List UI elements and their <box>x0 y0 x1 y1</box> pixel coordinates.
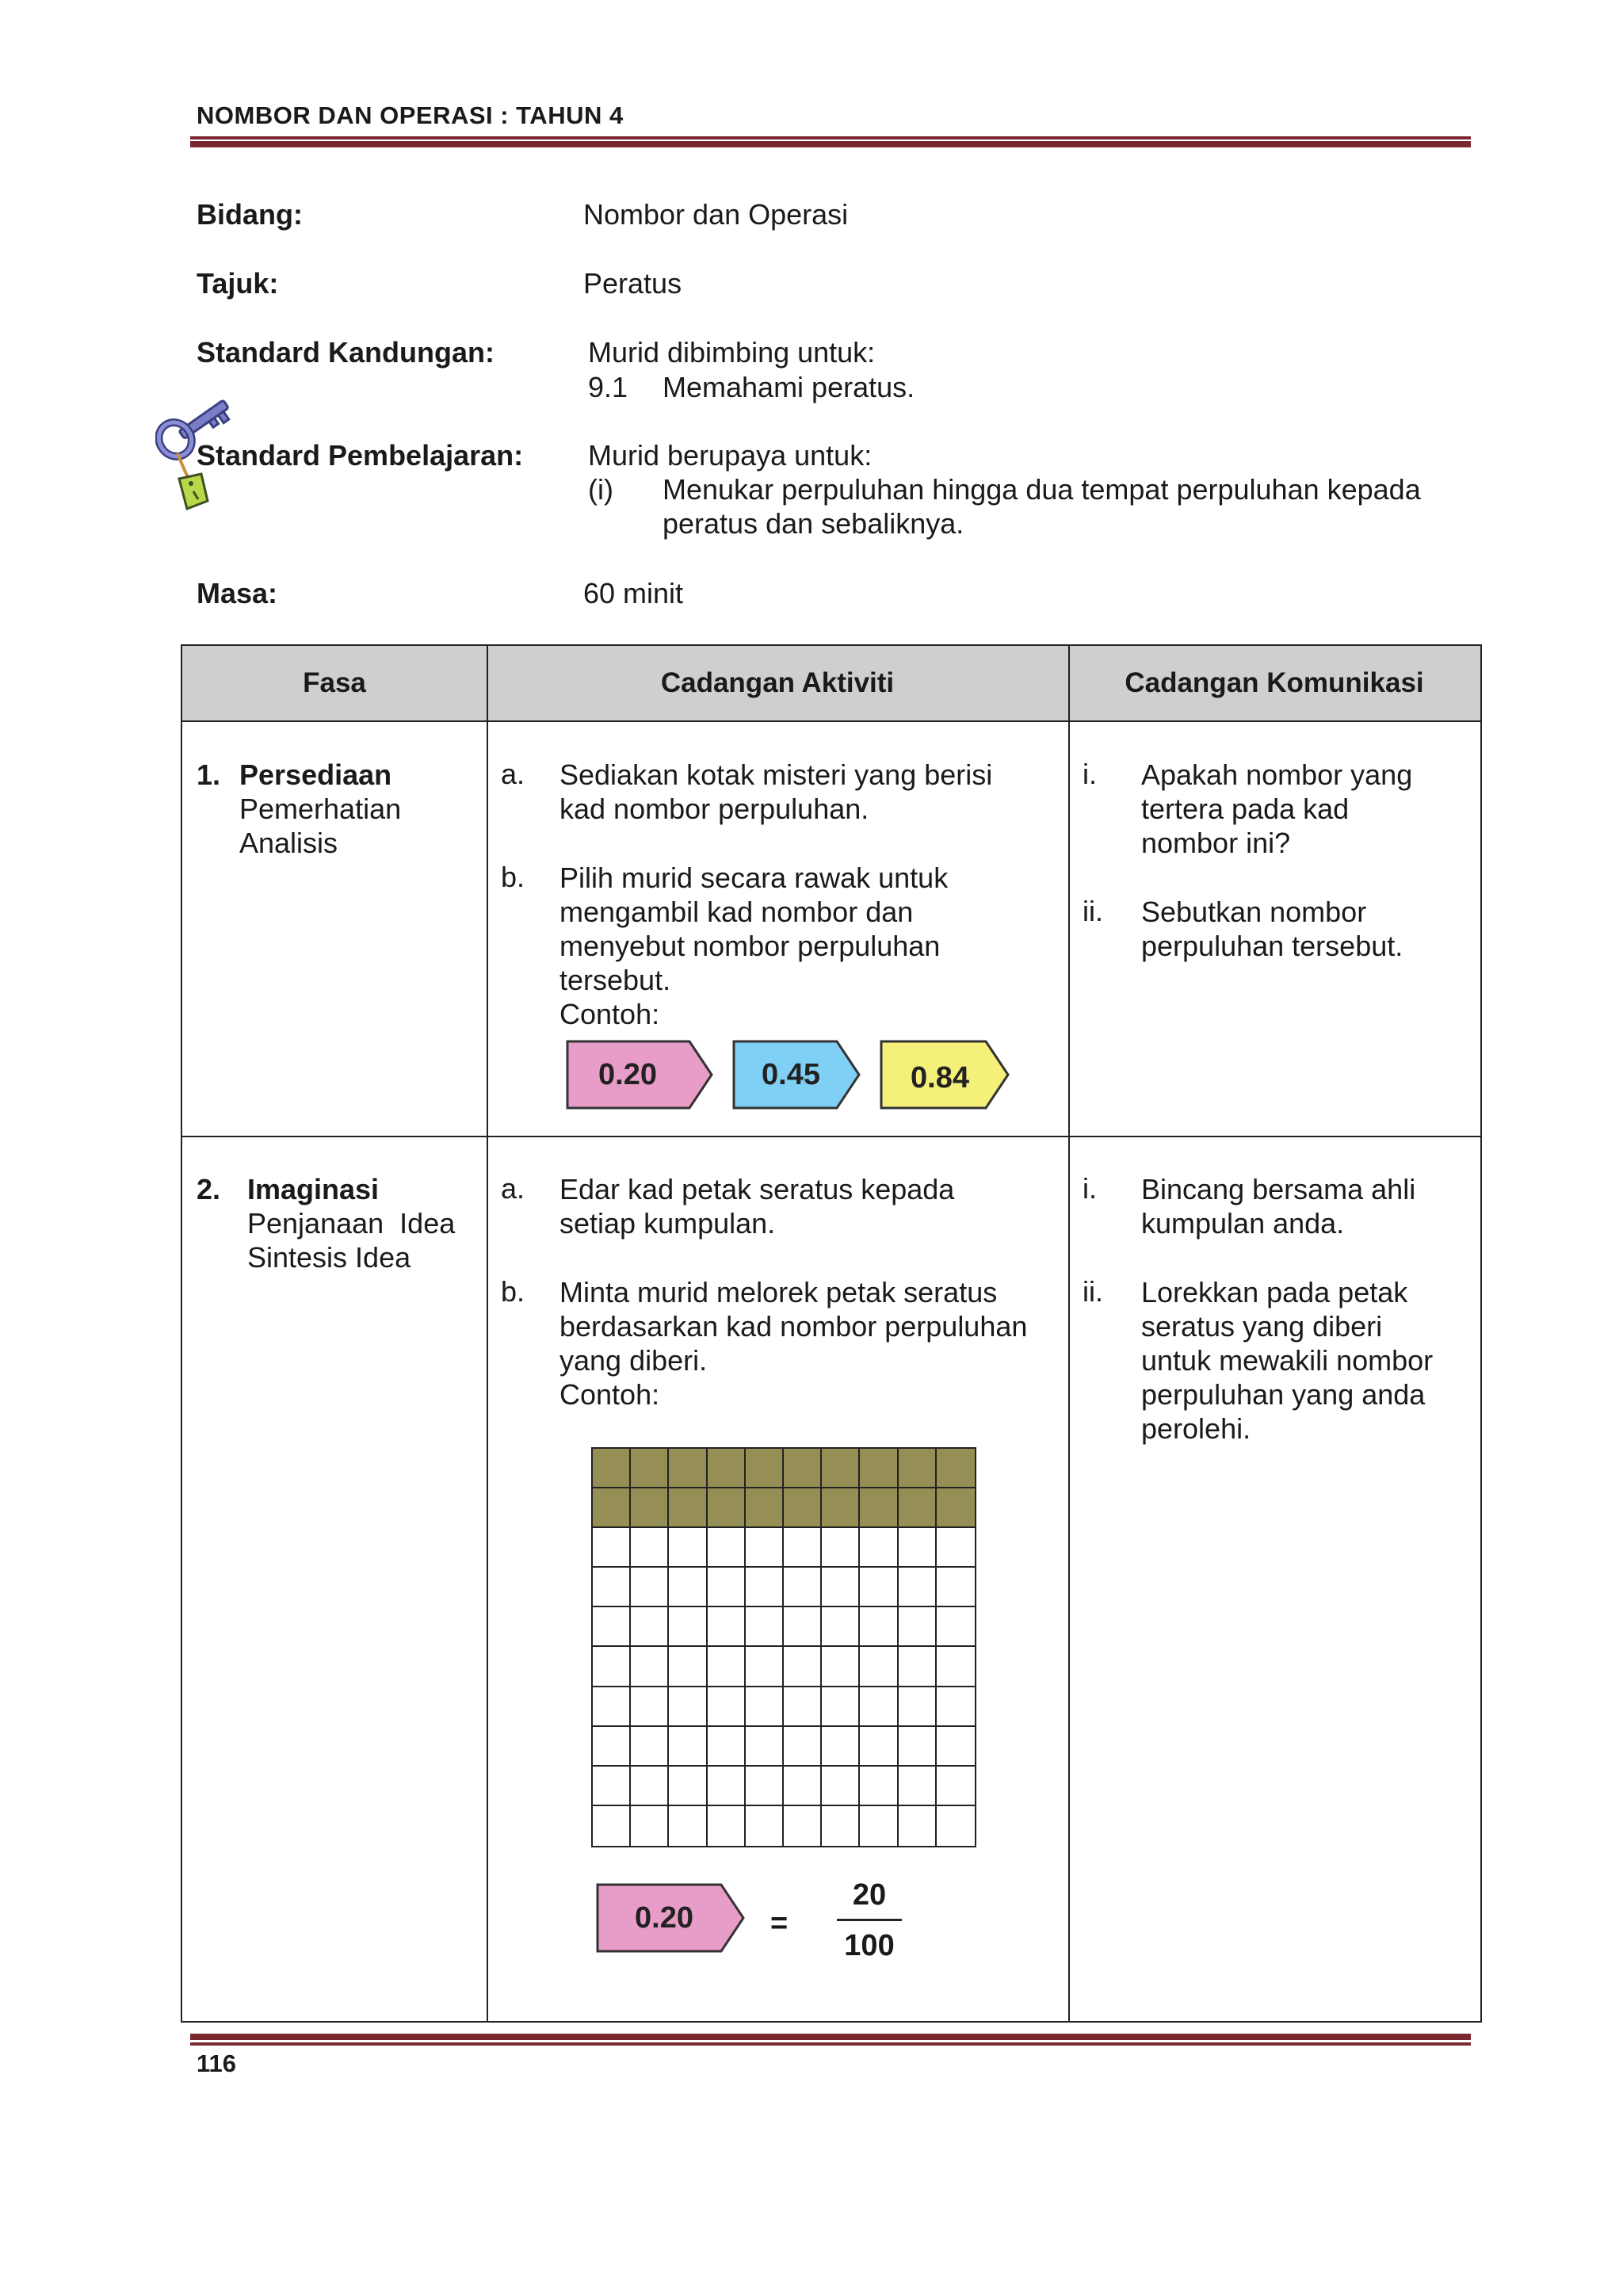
grid-cell <box>860 1607 898 1647</box>
grid-cell <box>899 1607 937 1647</box>
grid-cell <box>899 1528 937 1568</box>
act1-a-marker: a. <box>501 758 525 790</box>
grid-cell <box>593 1607 631 1647</box>
grid-cell <box>708 1806 746 1846</box>
grid-cell <box>937 1687 975 1727</box>
act1-a-line: kad nombor perpuluhan. <box>559 793 869 825</box>
header-fasa: Fasa <box>303 667 366 698</box>
grid-cell <box>860 1767 898 1806</box>
standard-pembelajaran-label: Standard Pembelajaran: <box>197 439 524 472</box>
footer-rule-thin <box>190 2042 1471 2046</box>
bidang-value: Nombor dan Operasi <box>583 198 849 231</box>
grid-cell <box>593 1727 631 1767</box>
header-rule-thin <box>190 136 1471 139</box>
grid-cell <box>593 1806 631 1846</box>
fasa1-sub2: Analisis <box>239 827 338 859</box>
grid-cell <box>899 1767 937 1806</box>
grid-cell <box>822 1528 860 1568</box>
grid-cell <box>784 1528 822 1568</box>
act2-b-line: berdasarkan kad nombor perpuluhan <box>559 1310 1028 1343</box>
kom2-i-line: kumpulan anda. <box>1141 1207 1345 1240</box>
header-cadangan-komunikasi: Cadangan Komunikasi <box>1125 667 1424 698</box>
grid-cell <box>631 1568 669 1607</box>
grid-cell <box>746 1568 784 1607</box>
grid-cell <box>937 1528 975 1568</box>
act2-a-line: Edar kad petak seratus kepada <box>559 1173 955 1205</box>
kom1-i-line: Apakah nombor yang <box>1141 758 1413 791</box>
grid-cell <box>899 1687 937 1727</box>
decimal-card <box>880 1040 1010 1110</box>
kom1-ii-marker: ii. <box>1083 895 1103 927</box>
act1-b-line: tersebut. <box>559 964 671 996</box>
act2-b-marker: b. <box>501 1275 525 1308</box>
masa-value: 60 minit <box>583 577 684 609</box>
kom1-i-line: tertera pada kad <box>1141 793 1350 825</box>
grid-cell-shaded <box>669 1488 707 1528</box>
act2-b-line: Minta murid melorek petak seratus <box>559 1276 998 1308</box>
grid-cell <box>631 1767 669 1806</box>
table-divider <box>487 646 488 2021</box>
act2-b-line: yang diberi. <box>559 1344 708 1377</box>
grid-cell <box>860 1647 898 1687</box>
grid-cell <box>784 1607 822 1647</box>
grid-cell <box>708 1767 746 1806</box>
grid-cell <box>746 1647 784 1687</box>
decimal-card <box>566 1040 713 1110</box>
tajuk-label: Tajuk: <box>197 267 279 300</box>
grid-cell-shaded <box>746 1449 784 1488</box>
grid-cell <box>746 1607 784 1647</box>
grid-cell <box>860 1687 898 1727</box>
grid-cell <box>746 1806 784 1846</box>
fraction-numerator: 20 <box>837 1878 902 1921</box>
grid-cell-shaded <box>708 1488 746 1528</box>
act1-b-line: Pilih murid secara rawak untuk <box>559 861 949 894</box>
standard-pembelajaran-line1: Murid berupaya untuk: <box>588 439 873 472</box>
grid-cell <box>937 1647 975 1687</box>
kom2-ii-line: Lorekkan pada petak <box>1141 1276 1408 1308</box>
fraction <box>837 1878 902 1963</box>
kom1-i-marker: i. <box>1083 758 1097 790</box>
kom2-ii-line: perpuluhan yang anda <box>1141 1378 1426 1411</box>
grid-cell <box>784 1767 822 1806</box>
standard-kandungan-line2: Memahami peratus. <box>663 371 915 403</box>
grid-cell <box>669 1687 707 1727</box>
grid-cell <box>593 1767 631 1806</box>
standard-pembelajaran-item-line1: Menukar perpuluhan hingga dua tempat perpuluhan kepada <box>663 473 1421 506</box>
grid-cell-shaded <box>631 1449 669 1488</box>
grid-cell <box>784 1727 822 1767</box>
fasa2-number: 2. <box>197 1173 221 1205</box>
grid-cell-shaded <box>784 1449 822 1488</box>
grid-cell-shaded <box>631 1488 669 1528</box>
kom1-ii-line: perpuluhan tersebut. <box>1141 930 1403 962</box>
grid-cell <box>746 1528 784 1568</box>
kom2-ii-line: seratus yang diberi <box>1141 1310 1383 1343</box>
grid-cell <box>669 1647 707 1687</box>
standard-kandungan-code: 9.1 <box>588 371 628 403</box>
bidang-label: Bidang: <box>197 198 303 231</box>
grid-cell <box>937 1767 975 1806</box>
grid-cell <box>860 1528 898 1568</box>
grid-cell <box>822 1767 860 1806</box>
table-row-divider <box>182 1136 1480 1137</box>
grid-cell <box>784 1568 822 1607</box>
table-divider <box>1068 646 1070 2021</box>
kom2-i-line: Bincang bersama ahli <box>1141 1173 1416 1205</box>
grid-cell <box>860 1806 898 1846</box>
grid-cell-shaded <box>899 1449 937 1488</box>
standard-kandungan-label: Standard Kandungan: <box>197 336 495 369</box>
kom2-ii-marker: ii. <box>1083 1275 1103 1308</box>
grid-cell <box>860 1568 898 1607</box>
grid-cell <box>937 1607 975 1647</box>
grid-cell-shaded <box>822 1449 860 1488</box>
grid-cell <box>746 1727 784 1767</box>
kom2-i-marker: i. <box>1083 1172 1097 1205</box>
grid-cell <box>669 1727 707 1767</box>
act1-b-line: menyebut nombor perpuluhan <box>559 930 941 962</box>
grid-cell <box>746 1767 784 1806</box>
grid-cell <box>631 1528 669 1568</box>
fasa2-title: Imaginasi <box>247 1173 380 1205</box>
grid-cell <box>937 1727 975 1767</box>
grid-cell <box>784 1687 822 1727</box>
grid-cell <box>822 1806 860 1846</box>
hundred-grid <box>591 1447 976 1847</box>
kom1-ii-line: Sebutkan nombor <box>1141 896 1367 928</box>
grid-cell-shaded <box>822 1488 860 1528</box>
grid-cell <box>669 1528 707 1568</box>
grid-cell-shaded <box>669 1449 707 1488</box>
grid-cell <box>899 1568 937 1607</box>
grid-cell-shaded <box>937 1488 975 1528</box>
grid-cell <box>937 1806 975 1846</box>
grid-cell <box>593 1568 631 1607</box>
grid-cell-shaded <box>860 1488 898 1528</box>
fasa2-sub1: Penjanaan Idea <box>247 1207 456 1240</box>
header-cadangan-aktiviti: Cadangan Aktiviti <box>660 667 895 698</box>
fraction-denominator: 100 <box>844 1929 895 1962</box>
grid-cell-shaded <box>860 1449 898 1488</box>
kom1-i-line: nombor ini? <box>1141 827 1291 859</box>
grid-cell-shaded <box>784 1488 822 1528</box>
grid-cell <box>822 1607 860 1647</box>
grid-cell-shaded <box>708 1449 746 1488</box>
kom2-ii-line: untuk mewakili nombor <box>1141 1344 1434 1377</box>
grid-cell <box>746 1687 784 1727</box>
grid-cell <box>708 1528 746 1568</box>
decimal-card-value: 0.45 <box>762 1057 820 1091</box>
grid-cell <box>631 1647 669 1687</box>
grid-cell <box>822 1687 860 1727</box>
grid-cell <box>822 1568 860 1607</box>
standard-kandungan-line1: Murid dibimbing untuk: <box>588 336 876 369</box>
grid-cell <box>899 1647 937 1687</box>
grid-cell <box>708 1647 746 1687</box>
equals-sign: = <box>770 1907 789 1940</box>
header-rule-thick <box>190 141 1471 147</box>
act1-b-contoh: Contoh: <box>559 998 660 1030</box>
grid-cell <box>593 1687 631 1727</box>
example-decimal-card <box>596 1883 745 1953</box>
act2-a-line: setiap kumpulan. <box>559 1207 776 1240</box>
grid-cell <box>593 1528 631 1568</box>
footer-rule-thick <box>190 2034 1471 2040</box>
example-decimal-card-value: 0.20 <box>635 1901 693 1935</box>
grid-cell <box>669 1767 707 1806</box>
act1-b-marker: b. <box>501 861 525 893</box>
decimal-card <box>732 1040 861 1110</box>
grid-cell-shaded <box>593 1488 631 1528</box>
grid-cell <box>937 1568 975 1607</box>
grid-cell <box>822 1647 860 1687</box>
grid-cell <box>899 1806 937 1846</box>
decimal-card-value: 0.84 <box>911 1060 969 1095</box>
grid-cell <box>669 1806 707 1846</box>
grid-cell <box>631 1727 669 1767</box>
grid-cell <box>899 1727 937 1767</box>
grid-cell <box>593 1647 631 1687</box>
decimal-card-value: 0.20 <box>598 1057 657 1091</box>
grid-cell <box>860 1727 898 1767</box>
grid-cell-shaded <box>899 1488 937 1528</box>
grid-cell <box>669 1568 707 1607</box>
page-header-title: NOMBOR DAN OPERASI : TAHUN 4 <box>197 101 624 129</box>
grid-cell-shaded <box>593 1449 631 1488</box>
grid-cell-shaded <box>746 1488 784 1528</box>
grid-cell <box>708 1687 746 1727</box>
grid-cell-shaded <box>937 1449 975 1488</box>
grid-cell <box>631 1806 669 1846</box>
act1-a-line: Sediakan kotak misteri yang berisi <box>559 758 993 791</box>
grid-cell <box>631 1687 669 1727</box>
fasa1-title: Persediaan <box>239 758 392 791</box>
kom2-ii-line: perolehi. <box>1141 1412 1251 1445</box>
grid-cell <box>822 1727 860 1767</box>
standard-pembelajaran-item-line2: peratus dan sebaliknya. <box>663 507 964 540</box>
act2-b-contoh: Contoh: <box>559 1378 660 1411</box>
grid-cell <box>708 1607 746 1647</box>
act1-b-line: mengambil kad nombor dan <box>559 896 914 928</box>
grid-cell <box>669 1607 707 1647</box>
page-number: 116 <box>197 2050 237 2077</box>
grid-cell <box>708 1568 746 1607</box>
fasa1-number: 1. <box>197 758 221 791</box>
fasa1-sub1: Pemerhatian <box>239 793 402 825</box>
fasa2-sub2: Sintesis Idea <box>247 1241 411 1274</box>
grid-cell <box>708 1727 746 1767</box>
masa-label: Masa: <box>197 577 278 609</box>
grid-cell <box>784 1806 822 1846</box>
standard-pembelajaran-item-marker: (i) <box>588 473 613 506</box>
act2-a-marker: a. <box>501 1172 525 1205</box>
tajuk-value: Peratus <box>583 267 682 300</box>
grid-cell <box>784 1647 822 1687</box>
grid-cell <box>631 1607 669 1647</box>
